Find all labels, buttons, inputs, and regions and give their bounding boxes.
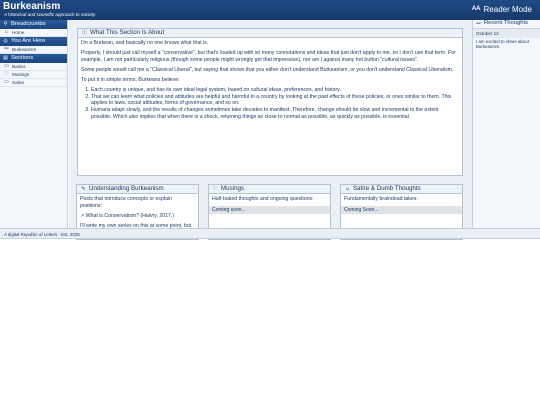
site-tagline: A historical and scientific approach to society — [4, 12, 96, 17]
recent-thoughts-heading: ⚯ Recent Thoughts — [473, 20, 540, 29]
thought-text: I am excited to share about Burkeanism. — [476, 38, 529, 50]
satire-coming-soon: Coming Soon... — [341, 206, 462, 214]
belief-item: 1. Each country is unique, and has its own ideal legal system, based on cultural ideas, preferences, and history. — [91, 87, 459, 94]
site-footer: A digital Republic of Letters · Est. 2025 — [0, 228, 540, 239]
external-link-icon: ↗ — [80, 212, 85, 219]
current-location[interactable]: ⚯ Burkeanism — [0, 46, 67, 54]
about-panel — [77, 28, 463, 176]
page-icon: ▭ — [4, 63, 9, 70]
left-sidebar — [0, 20, 68, 228]
understanding-link[interactable]: ↗ What is Conservatism? (Haivry, 2017.) — [80, 212, 175, 219]
link-icon: ⚯ — [4, 46, 9, 53]
section-satire[interactable]: ▭ Satire — [0, 79, 67, 87]
location-icon: ◎ — [3, 38, 8, 45]
beliefs-list — [81, 87, 459, 121]
belief-item: 2. That we can learn what policies and attitudes are helpful and harmful to a country by looking at the past effects of these policies, or ones similar to them. This applies to laws, social attitudes, forms of governance, and so on. — [91, 94, 459, 107]
understanding-heading: ✎ Understanding Burkeanism — [77, 185, 198, 194]
section-musings[interactable]: ♡ Musings — [0, 71, 67, 79]
musings-coming-soon: Coming soon... — [209, 206, 330, 214]
you-are-here-heading: ◎ You Are Here — [0, 37, 67, 46]
reader-mode-label: Reader Mode — [483, 5, 532, 14]
about-intro: I'm a Burkean, and basically no one knows what that is. — [81, 40, 209, 46]
home-icon: ⌂ — [4, 29, 9, 36]
thought-date: October 12 — [473, 29, 540, 38]
smile-icon: ☺ — [345, 185, 351, 192]
page-icon: ▭ — [4, 79, 9, 86]
info-icon: ⓘ — [82, 29, 88, 36]
section-basics[interactable]: ▭ Basics — [0, 63, 67, 71]
book-icon: ✎ — [81, 185, 86, 192]
belief-item: 3. Humans adapt slowly, and the results of changes sometimes take decades to manifest. Therefore, change should be slow and incremental to the extent possible. Which also implies that when there is a shock, returning things as close to normal as possible, as quickly as possible, is essential. — [91, 107, 459, 120]
reader-mode-button[interactable] — [472, 5, 532, 15]
site-title[interactable]: Burkeanism — [3, 1, 61, 12]
speech-bubble-icon: ♡ — [213, 185, 218, 192]
right-sidebar — [472, 20, 540, 228]
speech-bubble-icon: ♡ — [4, 71, 9, 78]
document-icon: ▤ — [3, 55, 8, 62]
main-content — [69, 20, 472, 228]
understanding-desc: Posts that introduce concepts or explain positions: — [80, 196, 172, 209]
about-beliefs-intro: To put it in simple terms, Burkeans believe: — [81, 76, 180, 83]
musings-desc: Half-baked thoughts and ongoing questions: — [212, 196, 314, 202]
site-header — [0, 0, 540, 20]
breadcrumb-home[interactable]: ⌂ Home — [0, 29, 67, 37]
understanding-note: I'll write my own series on this at some point, but — [80, 222, 192, 229]
link-icon: ⚲ — [3, 21, 8, 28]
satire-heading: ☺ Satire & Dumb Thoughts — [341, 185, 462, 194]
musings-heading: ♡ Musings — [209, 185, 330, 194]
about-classical-liberal: Some people would call me a "Classical Liberal", but saying that shows that you either don't understand Burkeanism, or you don't understand Classical Liberalism. — [81, 66, 454, 73]
link-icon: ⚯ — [476, 20, 481, 27]
satire-desc: Fundamentally braindead takes: — [344, 196, 418, 202]
sections-heading: ▤ Sections — [0, 54, 67, 63]
about-heading: ⓘ What This Section Is About — [78, 29, 462, 38]
text-size-icon: AA — [471, 6, 481, 13]
about-conservative: Properly, I should just call myself a "conservative", but that's loaded up with so many connotations and ideas that just don't apply to me, so I don't use that term. For example, I am not particularly religious (though some people might wrongly get that impression), nor am I against many hot button "cultural issues". — [81, 50, 456, 63]
breadcrumbs-heading: ⚲ Breadcrumbs — [0, 20, 67, 29]
